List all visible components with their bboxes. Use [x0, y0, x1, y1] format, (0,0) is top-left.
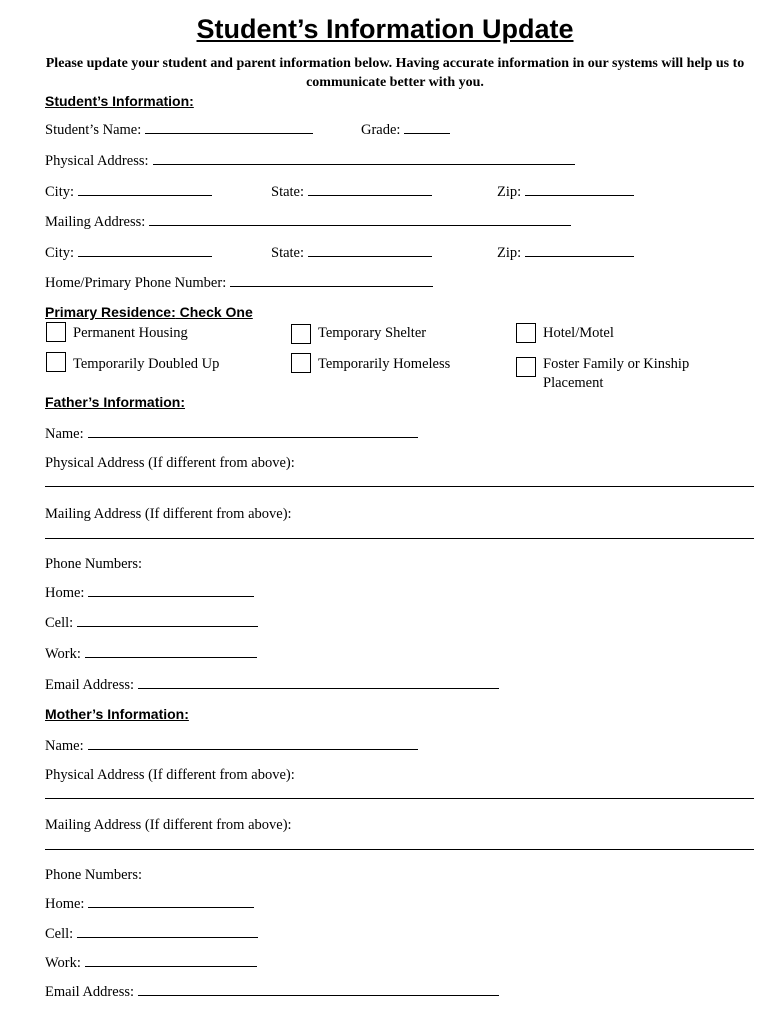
- checkbox-permanent-housing[interactable]: [46, 322, 66, 342]
- mother-mailing-field[interactable]: [45, 849, 754, 850]
- state-label: State:: [271, 184, 305, 200]
- residence-heading-suffix: Check One: [175, 304, 253, 320]
- zip-field[interactable]: [525, 183, 634, 196]
- father-name-field[interactable]: [88, 425, 418, 438]
- mother-cell-label: Cell:: [45, 926, 74, 942]
- physical-address-row: [45, 152, 575, 170]
- city-field[interactable]: [78, 183, 212, 196]
- father-email-row: [45, 676, 499, 694]
- mother-mailing-label: Mailing Address (If different from above):: [45, 817, 292, 833]
- father-physical-field[interactable]: [45, 486, 754, 487]
- father-home-label: Home:: [45, 585, 85, 601]
- grade-row: [361, 121, 450, 139]
- checkbox-temporarily-homeless[interactable]: [291, 353, 311, 373]
- checkbox-foster-family[interactable]: [516, 357, 536, 377]
- mother-heading: Mother’s Information:: [45, 706, 189, 722]
- mother-home-field[interactable]: [88, 895, 254, 908]
- label-foster-family: Foster Family or Kinship Placement: [543, 356, 690, 391]
- grade-field[interactable]: [404, 121, 450, 134]
- father-mailing-label: Mailing Address (If different from above):: [45, 506, 292, 522]
- mother-work-field[interactable]: [85, 954, 257, 967]
- phone-row: [45, 274, 433, 292]
- father-work-row: [45, 645, 257, 663]
- zip-label-2: Zip:: [497, 245, 522, 261]
- mother-work-row: [45, 954, 257, 972]
- label-hotel-motel: Hotel/Motel: [543, 325, 614, 341]
- student-name-field[interactable]: [145, 121, 313, 134]
- student-heading: Student’s Information:: [45, 93, 194, 109]
- mother-cell-field[interactable]: [77, 925, 258, 938]
- city-label: City:: [45, 184, 75, 200]
- city-row-1: [45, 183, 212, 201]
- mother-physical-label: Physical Address (If different from above):: [45, 767, 295, 783]
- mailing-address-field[interactable]: [149, 213, 571, 226]
- father-mailing-field[interactable]: [45, 538, 754, 539]
- mother-phones-label: Phone Numbers:: [45, 867, 143, 883]
- label-temporary-shelter: Temporary Shelter: [318, 325, 427, 341]
- residence-heading-label: Primary Residence:: [45, 304, 176, 320]
- mother-home-row: [45, 895, 254, 913]
- physical-address-label: Physical Address:: [45, 153, 149, 169]
- residence-heading: [45, 304, 253, 320]
- father-home-field[interactable]: [88, 584, 254, 597]
- mother-work-label: Work:: [45, 955, 81, 971]
- father-work-field[interactable]: [85, 645, 257, 658]
- state-field-2[interactable]: [308, 244, 432, 257]
- mother-name-row: [45, 737, 418, 755]
- state-field[interactable]: [308, 183, 432, 196]
- father-physical-label: Physical Address (If different from above):: [45, 455, 295, 471]
- mailing-address-row: [45, 213, 571, 231]
- mother-name-field[interactable]: [88, 737, 418, 750]
- grade-label: Grade:: [361, 122, 401, 138]
- city-field-2[interactable]: [78, 244, 212, 257]
- checkbox-temporarily-doubled-up[interactable]: [46, 352, 66, 372]
- zip-label: Zip:: [497, 184, 522, 200]
- physical-address-field[interactable]: [153, 152, 575, 165]
- mother-physical-field[interactable]: [45, 798, 754, 799]
- father-name-label: Name:: [45, 426, 84, 442]
- label-permanent-housing: Permanent Housing: [73, 325, 188, 341]
- father-name-row: [45, 425, 418, 443]
- zip-row-1: [497, 183, 634, 201]
- father-email-label: Email Address:: [45, 677, 135, 693]
- student-name-row: [45, 121, 313, 139]
- father-cell-field[interactable]: [77, 614, 258, 627]
- city-row-2: [45, 244, 212, 262]
- state-label-2: State:: [271, 245, 305, 261]
- father-phones-label: Phone Numbers:: [45, 556, 143, 572]
- father-work-label: Work:: [45, 646, 81, 662]
- phone-field[interactable]: [230, 274, 433, 287]
- checkbox-temporary-shelter[interactable]: [291, 324, 311, 344]
- zip-field-2[interactable]: [525, 244, 634, 257]
- state-row-2: [271, 244, 432, 262]
- label-temporarily-homeless: Temporarily Homeless: [318, 356, 451, 372]
- father-home-row: [45, 584, 254, 602]
- intro-text: Please update your student and parent information below. Having accurate information in our systems will help us to communicate better with you.: [45, 56, 745, 90]
- label-temporarily-doubled-up: Temporarily Doubled Up: [73, 356, 220, 372]
- father-heading: Father’s Information:: [45, 394, 186, 410]
- state-row-1: [271, 183, 432, 201]
- mother-email-row: [45, 983, 499, 1001]
- city-label-2: City:: [45, 245, 75, 261]
- father-cell-row: [45, 614, 258, 632]
- mother-email-label: Email Address:: [45, 984, 135, 1000]
- mother-cell-row: [45, 925, 258, 943]
- checkbox-hotel-motel[interactable]: [516, 323, 536, 343]
- zip-row-2: [497, 244, 634, 262]
- mailing-address-label: Mailing Address:: [45, 214, 146, 230]
- phone-label: Home/Primary Phone Number:: [45, 275, 227, 291]
- mother-name-label: Name:: [45, 738, 84, 754]
- father-cell-label: Cell:: [45, 615, 74, 631]
- mother-email-field[interactable]: [138, 983, 499, 996]
- student-name-label: Student’s Name:: [45, 122, 142, 138]
- father-email-field[interactable]: [138, 676, 499, 689]
- page-title: Student’s Information Update: [196, 14, 574, 44]
- mother-home-label: Home:: [45, 896, 85, 912]
